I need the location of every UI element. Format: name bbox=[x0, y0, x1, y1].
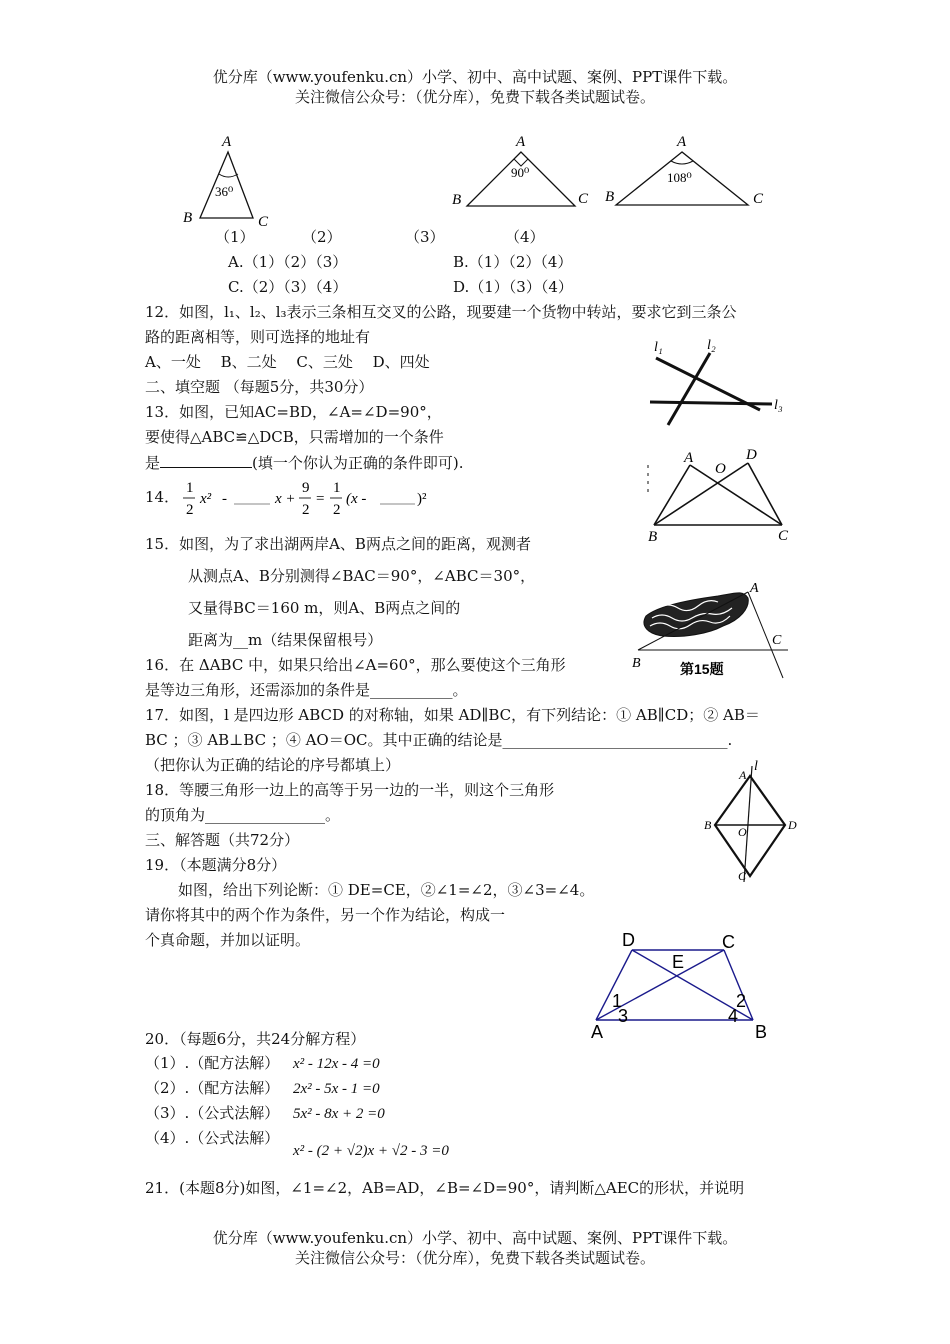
q20-item-2-equation: 2x² - 5x - 1 =0 bbox=[293, 1081, 380, 1097]
q20-item-4-label: （4）.（公式法解） bbox=[145, 1129, 280, 1147]
q11-fig3-angle: 90⁰ bbox=[511, 165, 530, 180]
q18-line-2: 的顶角为________________。 bbox=[145, 806, 341, 824]
q14-frac3-den: 2 bbox=[333, 502, 341, 518]
q11-fig3-label-c: C bbox=[578, 191, 589, 207]
q15-line-1: 15．如图，为了求出湖两岸A、B两点之间的距离，观测者 bbox=[145, 535, 531, 553]
q19-label-3: 3 bbox=[618, 1006, 629, 1026]
q11-fig3-label-a: A bbox=[516, 134, 526, 150]
q19-label-e: E bbox=[672, 952, 685, 972]
q15-caption: 第15题 bbox=[680, 661, 724, 677]
q11-triangle-3 bbox=[452, 134, 589, 208]
q20-item-3-equation: 5x² - 8x + 2 =0 bbox=[293, 1106, 385, 1122]
q19-label-2: 2 bbox=[736, 991, 747, 1011]
q11-fig4-label-b: B bbox=[605, 189, 615, 205]
q14-frac2-num: 9 bbox=[302, 480, 310, 496]
q14-frac1-den: 2 bbox=[186, 502, 194, 518]
q14-frac1-num: 1 bbox=[186, 480, 194, 496]
q12-options: A、一处 B、二处 C、三处 D、四处 bbox=[145, 353, 430, 371]
header-line-2: 关注微信公众号：（优分库），免费下载各类试题试卷。 bbox=[294, 88, 655, 106]
q11-fig1-label-b: B bbox=[183, 210, 193, 226]
q19-line-2: 如图，给出下列论断：① DE=CE，②∠1=∠2，③∠3=∠4。 bbox=[178, 881, 595, 899]
q13-label-o: O bbox=[715, 461, 726, 477]
q11-fig1-label-a: A bbox=[222, 134, 232, 150]
q11-fig4-label-a: A bbox=[677, 134, 687, 150]
q11-triangle-1 bbox=[183, 134, 269, 230]
q13-line-2: 要使得△ABC≌△DCB，只需增加的一个条件 bbox=[145, 428, 444, 446]
q11-fig-num-1: （1） bbox=[215, 228, 255, 246]
q14-close: )² bbox=[417, 491, 427, 507]
q19-label-b: B bbox=[755, 1022, 768, 1042]
q17-label-a: A bbox=[739, 768, 747, 782]
q20-title: 20．（每题6分，共24分解方程） bbox=[145, 1030, 366, 1048]
q18-line-1: 18．等腰三角形一边上的高等于另一边的一半，则这个三角形 bbox=[145, 781, 555, 799]
q11-fig1-label-c: C bbox=[258, 214, 269, 230]
section-3-title: 三、解答题（共72分） bbox=[145, 831, 300, 849]
q14-equals: = bbox=[316, 491, 325, 507]
q17-kite-figure bbox=[700, 760, 820, 885]
q13-label-b: B bbox=[648, 529, 658, 545]
q11-fig-num-2: （2） bbox=[302, 228, 342, 246]
q13-line-3-start: 是 bbox=[145, 454, 161, 472]
q17-label-c: C bbox=[738, 869, 747, 883]
q14-paren: (x - bbox=[346, 491, 367, 507]
q14-frac2-den: 2 bbox=[302, 502, 310, 518]
q15-label-c: C bbox=[772, 633, 782, 648]
q16-line-1: 16．在 ΔABC 中，如果只给出∠A=60°，那么要使这个三角形 bbox=[145, 656, 566, 674]
q11-option-d: D.（1）（3）（4） bbox=[453, 278, 573, 296]
q15-label-b: B bbox=[632, 656, 641, 671]
q14-x-squared: x² bbox=[200, 491, 212, 507]
q12-label-l2: l₂ bbox=[707, 338, 716, 353]
q17-label-l: l bbox=[754, 759, 758, 774]
q11-option-c: C.（2）（3）（4） bbox=[228, 278, 348, 296]
q19-label-d: D bbox=[622, 930, 635, 950]
q14-number: 14． bbox=[145, 488, 180, 506]
footer-line-2: 关注微信公众号：（优分库），免费下载各类试题试卷。 bbox=[294, 1249, 655, 1267]
q15-line-2: 从测点A、B分别测得∠BAC＝90°，∠ABC＝30°， bbox=[188, 567, 536, 585]
q17-label-d: D bbox=[788, 818, 797, 832]
q20-item-1-equation: x² - 12x - 4 =0 bbox=[293, 1056, 380, 1072]
q11-fig-num-3: （3） bbox=[405, 228, 445, 246]
q19-line-3: 请你将其中的两个作为条件，另一个作为结论，构成一 bbox=[145, 906, 506, 924]
q11-fig4-label-c: C bbox=[753, 191, 764, 207]
q20-item-3-label: （3）.（公式法解） bbox=[145, 1104, 280, 1122]
q13-line-3-end: (填一个你认为正确的条件即可). bbox=[252, 454, 464, 472]
q13-figure bbox=[640, 445, 800, 545]
q15-line-3: 又量得BC＝160 m，则A、B两点之间的 bbox=[188, 599, 461, 617]
q12-label-l3: l₃ bbox=[774, 398, 783, 413]
q13-label-d: D bbox=[746, 447, 757, 463]
q11-fig4-angle: 108⁰ bbox=[667, 170, 692, 185]
header-line-1: 优分库（www.youfenku.cn）小学、初中、高中试题、案例、PPT课件下载。 bbox=[212, 68, 738, 86]
q21-line-1: 21．(本题8分)如图，∠1=∠2，AB=AD，∠B=∠D=90°，请判断△AEC的形状，并说明 bbox=[145, 1179, 745, 1197]
q11-fig3-label-b: B bbox=[452, 192, 462, 208]
q19-line-4: 个真命题，并加以证明。 bbox=[145, 931, 311, 949]
q13-line-1: 13．如图，已知AC=BD，∠A=∠D=90°， bbox=[145, 403, 442, 421]
q19-figure bbox=[588, 928, 778, 1043]
q17-line-3: （把你认为正确的结论的序号都填上） bbox=[145, 756, 401, 774]
q20-item-2-label: （2）.（配方法解） bbox=[145, 1079, 280, 1097]
q14-equation bbox=[178, 474, 478, 524]
q14-minus: - bbox=[222, 491, 227, 507]
q13-answer-blank[interactable] bbox=[160, 453, 252, 468]
q12-label-l1: l₁ bbox=[654, 340, 663, 355]
q15-line-4: 距离为__m（结果保留根号） bbox=[188, 631, 383, 649]
q14-x-plus: x + bbox=[275, 491, 296, 507]
q17-label-b: B bbox=[704, 818, 712, 832]
q11-figures bbox=[0, 130, 950, 230]
q11-fig-num-4: （4） bbox=[505, 228, 545, 246]
q11-fig1-angle: 36⁰ bbox=[215, 184, 234, 199]
q11-triangle-4 bbox=[605, 134, 764, 207]
q17-line-1: 17．如图，l 是四边形 ABCD 的对称轴，如果 AD∥BC，有下列结论：① AB∥CD；② AB＝ bbox=[145, 706, 760, 724]
q19-label-a: A bbox=[591, 1022, 604, 1042]
q11-option-b: B.（1）（2）（4） bbox=[453, 253, 573, 271]
q17-line-2: BC ；③ AB⊥BC ；④ AO＝OC。其中正确的结论是______________________________. bbox=[145, 731, 733, 749]
q19-line-1: 19．（本题满分8分） bbox=[145, 856, 287, 874]
q19-label-1: 1 bbox=[612, 991, 623, 1011]
q19-label-c: C bbox=[722, 932, 735, 952]
q12-line-1: 12．如图，l₁、l₂、l₃表示三条相互交叉的公路，现要建一个货物中转站，要求它到三条公 bbox=[145, 303, 737, 321]
section-2-title: 二、填空题 （每题5分，共30分） bbox=[145, 378, 374, 396]
q20-item-1-label: （1）.（配方法解） bbox=[145, 1054, 280, 1072]
q12-roads-figure bbox=[640, 335, 800, 425]
q13-label-c: C bbox=[778, 528, 789, 544]
q12-line-2: 路的距离相等，则可选择的地址有 bbox=[145, 328, 371, 346]
q14-frac3-num: 1 bbox=[333, 480, 341, 496]
q16-line-2: 是等边三角形，还需添加的条件是___________。 bbox=[145, 681, 468, 699]
q19-label-4: 4 bbox=[728, 1006, 739, 1026]
q13-label-a: A bbox=[684, 450, 694, 466]
q13-line-3 bbox=[145, 453, 464, 472]
q17-label-o: O bbox=[738, 825, 747, 839]
q15-lake-figure bbox=[628, 578, 788, 683]
footer-line-1: 优分库（www.youfenku.cn）小学、初中、高中试题、案例、PPT课件下载。 bbox=[212, 1229, 738, 1247]
q15-label-a: A bbox=[750, 581, 759, 596]
q11-option-a: A.（1）（2）（3） bbox=[228, 253, 348, 271]
q20-item-4-equation: x² - (2 + √2)x + √2 - 3 =0 bbox=[293, 1143, 449, 1159]
